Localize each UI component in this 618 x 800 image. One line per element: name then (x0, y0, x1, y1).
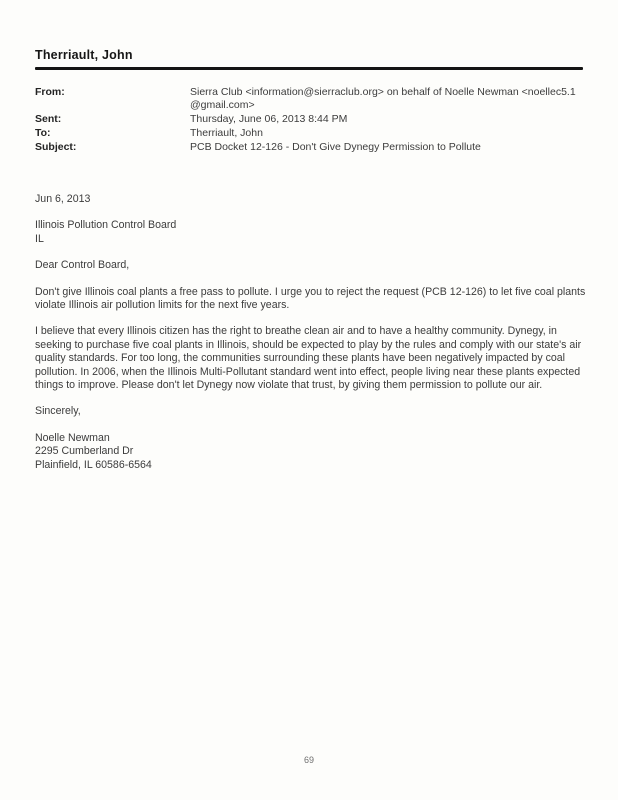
meta-label-to: To: (35, 127, 51, 139)
closing: Sincerely, (35, 405, 81, 418)
meta-row-from (35, 86, 588, 112)
signature-address-line2: Plainfield, IL 60586-6564 (35, 458, 152, 471)
recipient-address-line1: Illinois Pollution Control Board (35, 219, 177, 232)
meta-label-from: From: (35, 86, 65, 98)
salutation: Dear Control Board, (35, 259, 130, 272)
meta-row-subject (35, 141, 588, 154)
signature-address-line1: 2295 Cumberland Dr (35, 445, 134, 458)
recipient-address-line2: IL (35, 232, 44, 245)
email-meta-block (35, 86, 588, 154)
email-date: Jun 6, 2013 (35, 193, 91, 205)
page-title: Therriault, John (35, 48, 133, 62)
meta-row-to (35, 127, 588, 140)
recipient-address (35, 219, 588, 246)
email-header (35, 48, 583, 70)
email-body (35, 193, 588, 472)
meta-value-from: Sierra Club <information@sierraclub.org> on behalf of Noelle Newman <noellec5.1 @gmail.com> (190, 86, 576, 111)
meta-label-sent: Sent: (35, 113, 62, 125)
body-paragraph-1: Don't give Illinois coal plants a free pass to pollute. I urge you to reject the request (PCB 12-126) to let five coal plants violate Illinois air pollution limits for the next five years. (35, 285, 586, 312)
page-footer (0, 755, 618, 765)
meta-value-to: Therriault, John (190, 127, 263, 139)
signature-name: Noelle Newman (35, 431, 110, 444)
header-divider (35, 67, 583, 70)
page-number: 69 (303, 755, 314, 765)
meta-value-subject: PCB Docket 12-126 - Don't Give Dynegy Permission to Pollute (190, 141, 481, 153)
meta-label-subject: Subject: (35, 141, 77, 153)
signature-block (35, 432, 588, 472)
meta-value-sent: Thursday, June 06, 2013 8:44 PM (190, 113, 348, 125)
meta-row-sent (35, 113, 588, 126)
body-paragraph-2: I believe that every Illinois citizen has the right to breathe clean air and to have a healthy community. Dynegy, in seeking to purchase five coal plants in Illinois, should be expected to play by the rules and comply with our state's air quality standards. For too long, the communities surrounding these plants have been negatively impacted by coal pollution. In 2006, when the Illinois Multi-Pollutant standard went into effect, people living near these plants expected things to improve. Please don't let Dynegy now violate that trust, by giving them permission to pollute our air. (35, 325, 582, 392)
